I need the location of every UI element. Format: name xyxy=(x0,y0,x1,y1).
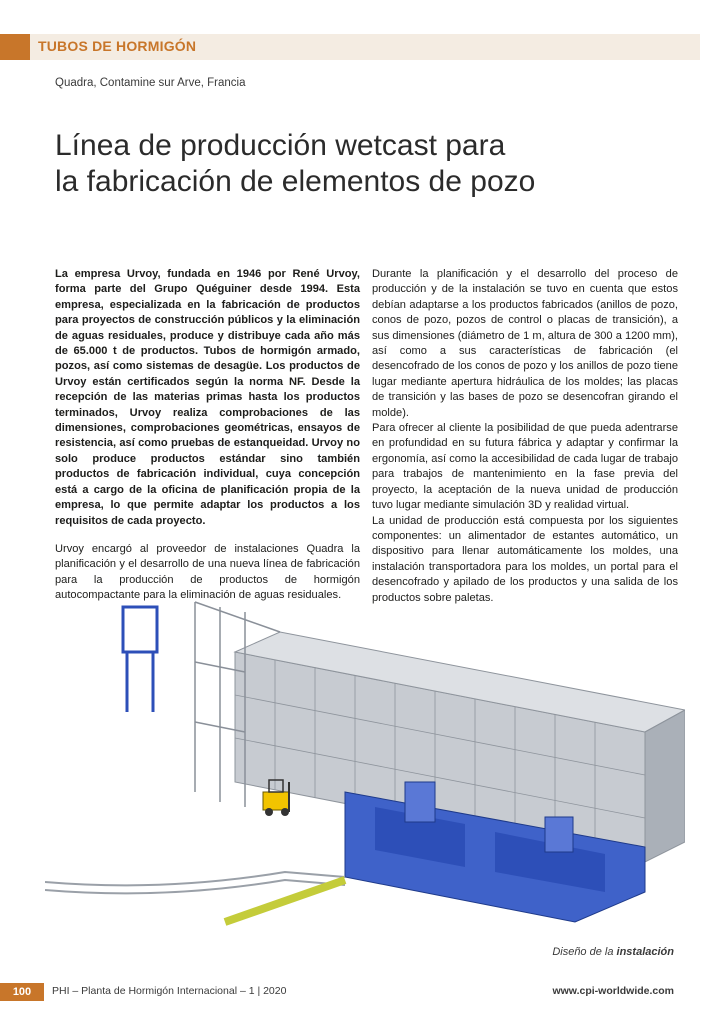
magazine-info: PHI – Planta de Hormigón Internacional – 1 | 2020 xyxy=(52,985,287,997)
title-line-2: la fabricación de elementos de pozo xyxy=(55,165,536,198)
caption-prefix: Diseño de la xyxy=(552,946,617,958)
right-column xyxy=(372,267,678,606)
body-paragraph: Para ofrecer al cliente la posibilidad de que pueda adentrarse en profundidad en su futura fábrica y adaptar y confirmar la ergonomía, así como la accesibilidad de cada lugar de trabajo para trabajos de mantenimiento en la fase previa del proyecto, la aceptación de la nueva unidad de producción tuvo lugar mediante simulación 3D y realidad virtual. xyxy=(372,422,678,512)
section-accent-block xyxy=(0,34,30,60)
body-paragraph: Urvoy encargó al proveedor de instalaciones Quadra la planificación y el desarrollo de una nueva línea de fabricación para la producción de productos de hormigón autocompactante para la eliminación de aguas residuales. xyxy=(55,542,360,602)
body-paragraph: Durante la planificación y el desarrollo del proceso de producción y de la instalación se tuvo en cuenta que estos debían adaptarse a los productos fabricados (anillos de pozo, conos de pozo, pozos de control o placas de transición), a sus dimensiones (diámetro de 1 m, altura de 300 a 1200 mm), así como a sus características de fabricación (el desencofrado de los conos de pozo y los anillos de pozo tiene lugar mediante apertura hidráulica de los moldes; las placas de transición y las bases de pozo se desencofran girando el molde). xyxy=(372,268,678,419)
section-label: TUBOS DE HORMIGÓN xyxy=(38,38,197,54)
article-title xyxy=(55,128,695,200)
left-column xyxy=(55,267,360,617)
section-header xyxy=(0,34,700,60)
plant-layout-illustration xyxy=(45,592,685,944)
body-paragraph: La unidad de producción está compuesta por los siguientes componentes: un alimentador de estantes automático, un dispositivo para llenar automáticamente los moldes, una instalación transportadora para los moldes, un portal para el desencofrado y apilado de los productos y una salida de los productos sobre paletas. xyxy=(372,514,678,604)
conveyor-track xyxy=(45,872,345,922)
caption-emphasis: instalación xyxy=(616,946,674,958)
lead-paragraph: La empresa Urvoy, fundada en 1946 por René Urvoy, forma parte del Grupo Quéguiner desde 1994. Esta empresa, especializada en la fabricación de productos para proyectos de construcción públicos y la eliminación de aguas residuales, produce y distribuye cada año más de 65.000 t de productos. Tubos de hormigón armado, pozos, así como sistemas de desagüe. Los productos de Urvoy están certificados según la norma NF. Desde la recepción de las materias primas hasta los productos terminados, Urvoy realiza comprobaciones de las dimensiones, comprobaciones geométricas, ensayos de resistencia, así como pruebas de estanqueidad. Urvoy no solo produce productos estándar sino también productos de fabricación individual, cuya concepción está a cargo de la oficina de planificación propia de la empresa, lo que permite adaptar los productos a los requisitos de cada proyecto. xyxy=(55,268,360,527)
page-number: 100 xyxy=(0,983,44,1001)
title-line-1: Línea de producción wetcast para xyxy=(55,129,506,162)
website-link[interactable]: www.cpi-worldwide.com xyxy=(552,985,674,997)
article-location: Quadra, Contamine sur Arve, Francia xyxy=(55,77,246,89)
page-footer xyxy=(0,983,728,1001)
figure-caption xyxy=(552,946,674,958)
blue-portal xyxy=(123,607,157,712)
